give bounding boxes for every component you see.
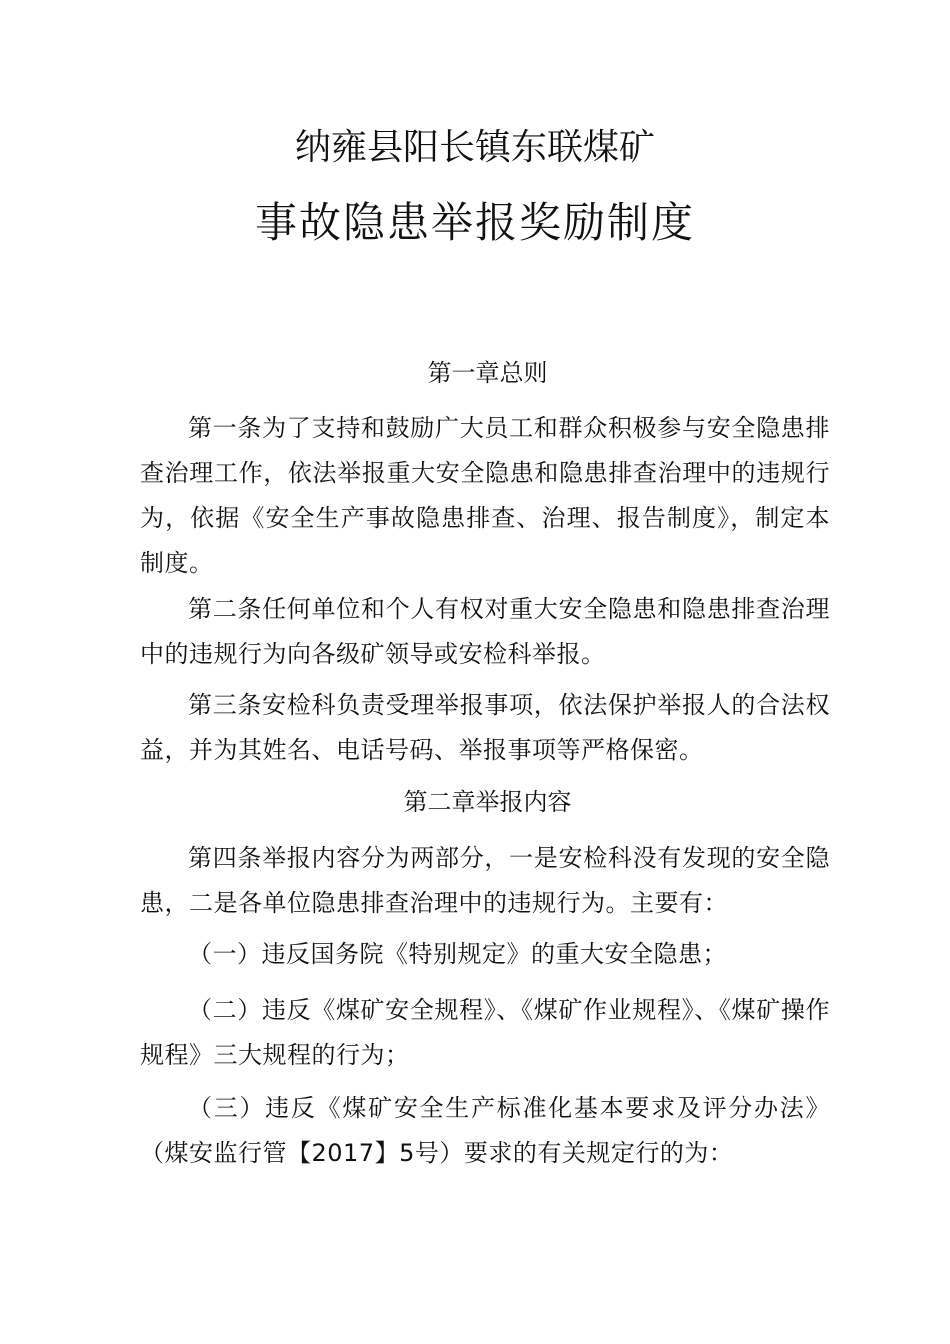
chapter-2-heading: 第二章举报内容 [403, 788, 572, 816]
article-4: 第四条举报内容分为两部分，一是安检科没有发现的安全隐患，二是各单位隐患排查治理中的违规行为。主要有： [140, 844, 830, 917]
list-item-3: （三）违反《煤矿安全生产标准化基本要求及评分办法》（煤安监行管【2017】5号）要求的有关规定行的为： [140, 1094, 830, 1167]
list-item-2: （二）违反《煤矿安全规程》、《煤矿作业规程》、《煤矿操作规程》三大规程的行为； [140, 996, 830, 1069]
organization-title: 纳雍县阳长镇东联煤矿 [294, 127, 655, 168]
article-3: 第三条安检科负责受理举报事项，依法保护举报人的合法权益，并为其姓名、电话号码、举报事项等严格保密。 [140, 691, 830, 764]
article-1: 第一条为了支持和鼓励广大员工和群众积极参与安全隐患排查治理工作，依法举报重大安全隐患和隐患排查治理中的违规行为，依据《安全生产事故隐患排查、治理、报告制度》，制定本制度。 [140, 414, 830, 577]
chapter-1-heading: 第一章总则 [427, 359, 548, 387]
list-item-1: （一）违反国务院《特别规定》的重大安全隐患； [188, 940, 727, 968]
document-title: 事故隐患举报奖励制度 [254, 198, 695, 247]
article-2: 第二条任何单位和个人有权对重大安全隐患和隐患排查治理中的违规行为向各级矿领导或安检科举报。 [140, 595, 830, 668]
